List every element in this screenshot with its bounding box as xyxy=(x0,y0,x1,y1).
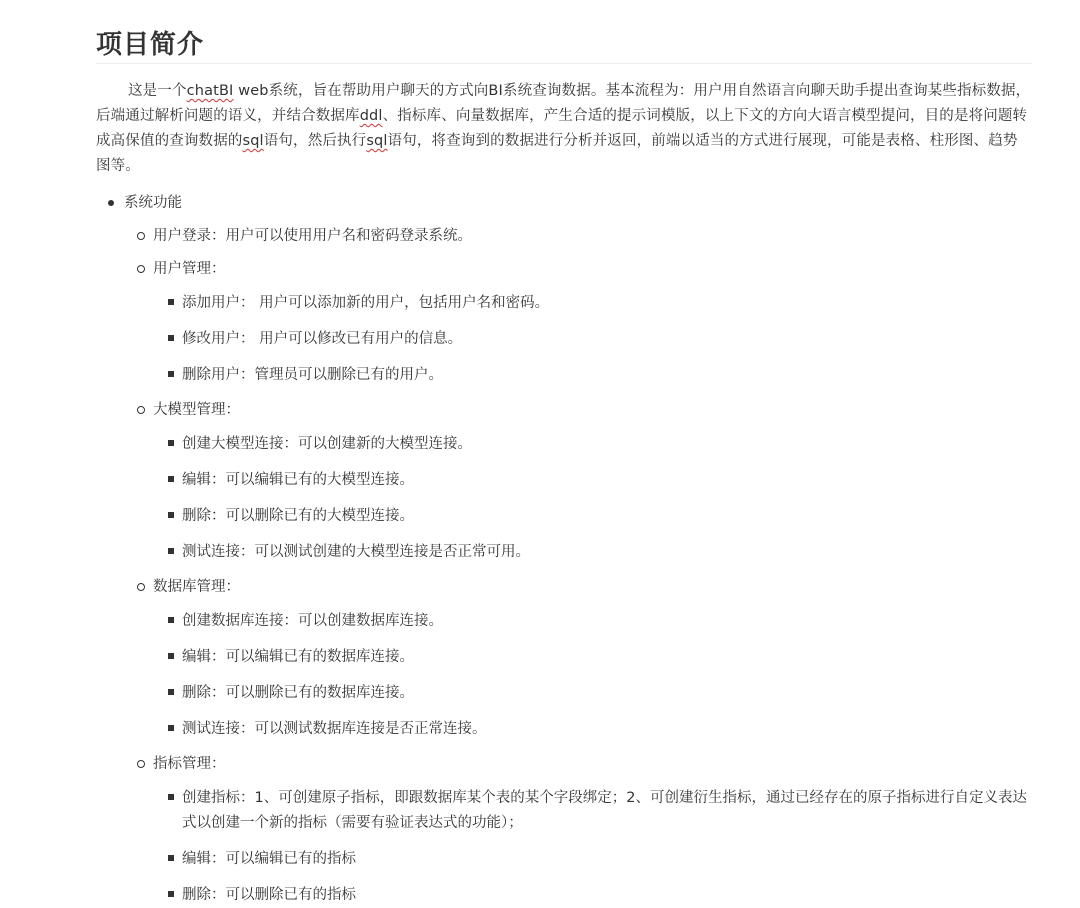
list-item-features xyxy=(96,192,1032,908)
section-row xyxy=(96,225,1032,247)
list-item-row xyxy=(96,432,1032,457)
intro-paragraph xyxy=(96,79,1032,179)
section-label: 大模型管理： xyxy=(153,402,240,418)
list-item-row xyxy=(96,540,1032,565)
square-bullet-icon xyxy=(168,855,174,861)
list-item-row xyxy=(96,786,1032,836)
intro-text-2: web系统，旨在帮助用户聊天的方式向BI系统查询数据。基本流程为：用户用自然语言向聊天助手提出查询某些指标数据，后端通过解析问题的语义，并结合数据库 xyxy=(96,83,1031,124)
circle-bullet-icon xyxy=(137,760,145,768)
section-item xyxy=(96,225,1032,247)
section-row xyxy=(96,753,1032,775)
section-item xyxy=(96,258,1032,388)
list-item xyxy=(96,786,1032,836)
list-item-text: 删除用户：管理员可以删除已有的用户。 xyxy=(182,367,443,383)
square-bullet-icon xyxy=(168,653,174,659)
section-item xyxy=(96,399,1032,565)
circle-bullet-icon xyxy=(137,265,145,273)
list-item-text: 测试连接：可以测试数据库连接是否正常连接。 xyxy=(182,721,487,737)
list-item xyxy=(96,883,1032,908)
list-item-text: 创建指标：1、可创建原子指标，即跟数据库某个表的某个字段绑定；2、可创建衍生指标，通过已经存在的原子指标进行自定义表达式以创建一个新的指标（需要有验证表达式的功能）； xyxy=(182,790,1027,831)
list-item xyxy=(96,540,1032,565)
section-label: 数据库管理： xyxy=(153,579,240,595)
section-row xyxy=(96,258,1032,280)
list-item-text: 添加用户： 用户可以添加新的用户，包括用户名和密码。 xyxy=(182,295,550,311)
square-bullet-icon xyxy=(168,335,174,341)
list-item-row xyxy=(96,717,1032,742)
list-item-text: 测试连接：可以测试创建的大模型连接是否正常可用。 xyxy=(182,544,530,560)
list-item-row xyxy=(96,609,1032,634)
list-item-row xyxy=(96,645,1032,670)
intro-text-1: 这是一个 xyxy=(128,83,187,99)
document xyxy=(96,0,1032,908)
list-item-text: 修改用户： 用户可以修改已有用户的信息。 xyxy=(182,331,463,347)
list-item-text: 编辑：可以编辑已有的大模型连接。 xyxy=(182,472,414,488)
list-item-text: 删除：可以删除已有的指标 xyxy=(182,887,356,903)
spellcheck-word-ddl: ddl xyxy=(359,108,383,124)
spellcheck-word-sql-2: sql xyxy=(366,133,388,149)
title-divider xyxy=(96,63,1032,64)
square-bullet-icon xyxy=(168,689,174,695)
list-item xyxy=(96,717,1032,742)
list-item-text: 删除：可以删除已有的数据库连接。 xyxy=(182,685,414,701)
list-item-row xyxy=(96,327,1032,352)
square-bullet-icon xyxy=(168,476,174,482)
intro-text-4: 语句，然后执行 xyxy=(263,133,367,149)
section-item xyxy=(96,753,1032,908)
spellcheck-word-sql-1: sql xyxy=(242,133,264,149)
square-bullet-icon xyxy=(168,617,174,623)
list-item-text: 删除：可以删除已有的大模型连接。 xyxy=(182,508,414,524)
list-item xyxy=(96,847,1032,872)
list-item-text: 创建数据库连接：可以创建数据库连接。 xyxy=(182,613,443,629)
disc-bullet-icon xyxy=(108,200,114,206)
features-label: 系统功能 xyxy=(124,195,182,211)
list-item xyxy=(96,645,1032,670)
section-label: 指标管理： xyxy=(153,756,226,772)
section-row xyxy=(96,576,1032,598)
spellcheck-word-chatbi: chatBI xyxy=(186,83,234,99)
section-sublist xyxy=(96,786,1032,908)
list-item-row xyxy=(96,681,1032,706)
feature-sections xyxy=(96,225,1032,908)
circle-bullet-icon xyxy=(137,232,145,240)
square-bullet-icon xyxy=(168,299,174,305)
list-item-row xyxy=(96,847,1032,872)
intro-text-5: 语句，将查询到的数据进行分析并返回，前端以适当的方式进行展现，可能是表格、柱形图、趋势图等。 xyxy=(96,133,1018,174)
list-item xyxy=(96,609,1032,634)
list-item xyxy=(96,327,1032,352)
circle-bullet-icon xyxy=(137,406,145,414)
list-item xyxy=(96,468,1032,493)
square-bullet-icon xyxy=(168,725,174,731)
section-label: 用户管理： xyxy=(153,261,226,277)
list-item xyxy=(96,681,1032,706)
square-bullet-icon xyxy=(168,548,174,554)
section-sublist xyxy=(96,609,1032,742)
section-item xyxy=(96,576,1032,742)
list-item-row xyxy=(96,192,1032,214)
list-item xyxy=(96,504,1032,529)
square-bullet-icon xyxy=(168,371,174,377)
list-item-row xyxy=(96,468,1032,493)
list-item xyxy=(96,291,1032,316)
list-item-row xyxy=(96,504,1032,529)
list-item-text: 创建大模型连接：可以创建新的大模型连接。 xyxy=(182,436,472,452)
section-row xyxy=(96,399,1032,421)
intro-text-3: 、指标库、向量数据库，产生合适的提示词模版，以上下文的方向大语言模型提问，目的是将问题转成高保值的查询数据的 xyxy=(96,108,1028,149)
square-bullet-icon xyxy=(168,440,174,446)
section-sublist xyxy=(96,291,1032,388)
list-item-text: 编辑：可以编辑已有的指标 xyxy=(182,851,356,867)
list-item-row xyxy=(96,883,1032,908)
list-item xyxy=(96,432,1032,457)
square-bullet-icon xyxy=(168,794,174,800)
feature-list xyxy=(96,192,1032,908)
list-item xyxy=(96,363,1032,388)
list-item-row xyxy=(96,363,1032,388)
circle-bullet-icon xyxy=(137,583,145,591)
section-sublist xyxy=(96,432,1032,565)
list-item-text: 编辑：可以编辑已有的数据库连接。 xyxy=(182,649,414,665)
list-item-row xyxy=(96,291,1032,316)
square-bullet-icon xyxy=(168,512,174,518)
page-title: 项目简介 xyxy=(96,30,205,60)
section-label: 用户登录：用户可以使用用户名和密码登录系统。 xyxy=(153,228,472,244)
square-bullet-icon xyxy=(168,891,174,897)
